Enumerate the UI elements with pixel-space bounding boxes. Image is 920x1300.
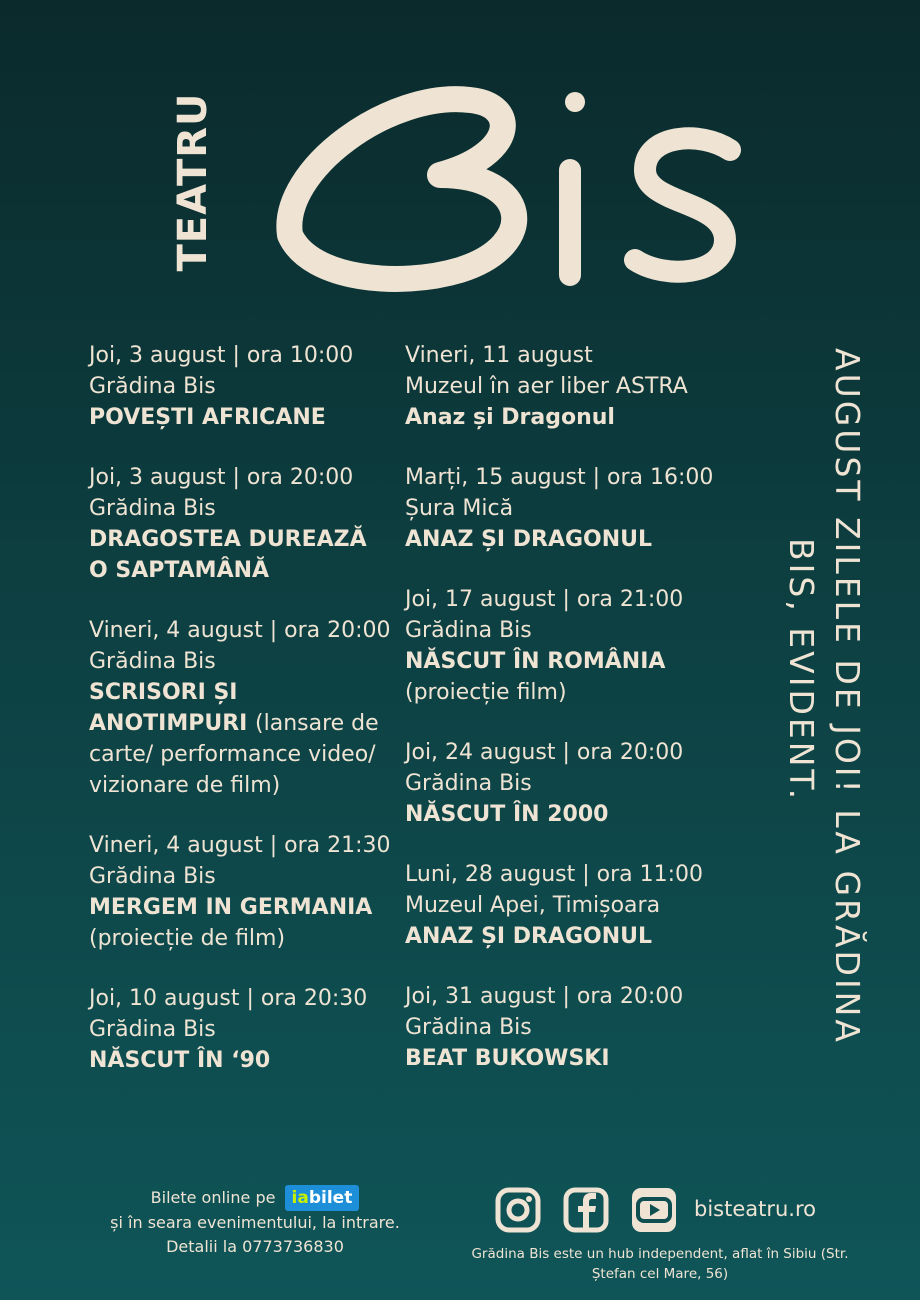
logo-teatru-text: TEATRU — [170, 92, 216, 272]
event-date: Joi, 3 august | ora 10:00 — [89, 343, 354, 368]
event-place: Grădina Bis — [89, 1017, 216, 1042]
event-note: (proiecție de film) — [89, 926, 286, 951]
event-place: Grădina Bis — [89, 864, 216, 889]
event-item — [405, 859, 705, 952]
event-date: Vineri, 11 august — [405, 343, 593, 368]
event-date: Marți, 15 august | ora 16:00 — [405, 465, 714, 490]
tickets-line — [110, 1185, 400, 1211]
event-date: Joi, 17 august | ora 21:00 — [405, 587, 684, 612]
event-item — [89, 615, 389, 801]
tickets-prefix: Bilete online pe — [150, 1188, 276, 1207]
slogan-line-1: AUGUST ZILELE DE JOI! LA GRĂDINA — [828, 348, 867, 1045]
logo-bis-mark — [270, 60, 770, 300]
event-item — [405, 340, 705, 433]
event-date: Joi, 3 august | ora 20:00 — [89, 465, 354, 490]
tickets-info — [110, 1185, 400, 1259]
event-place: Grădina Bis — [89, 649, 216, 674]
event-title-with-note — [89, 677, 389, 801]
venue-note: Grădina Bis este un hub independent, aflat în Sibiu (Str. Ștefan cel Mare, 56) — [471, 1246, 849, 1282]
vertical-slogan — [778, 348, 870, 1088]
iabilet-logo[interactable] — [285, 1185, 360, 1211]
slogan-line-2: BIS, EVIDENT. — [782, 538, 821, 803]
event-title: BEAT BUKOWSKI — [405, 1046, 610, 1071]
event-place: Grădina Bis — [405, 771, 532, 796]
event-title: NĂSCUT ÎN ‘90 — [89, 1048, 271, 1073]
event-place: Grădina Bis — [89, 374, 216, 399]
social-icons — [494, 1186, 678, 1234]
right-events-column — [405, 340, 714, 1103]
event-date: Luni, 28 august | ora 11:00 — [405, 862, 704, 887]
event-item — [89, 340, 389, 433]
event-item — [89, 983, 389, 1076]
event-item — [405, 462, 714, 555]
event-item — [405, 981, 705, 1074]
iabilet-logo-bilet: bilet — [308, 1188, 353, 1208]
event-item — [89, 830, 389, 954]
event-title: NĂSCUT ÎN ROMÂNIA — [405, 649, 666, 674]
event-place: Grădina Bis — [405, 618, 532, 643]
event-title: SCRISORI ȘI ANOTIMPURI — [89, 680, 248, 736]
event-date: Joi, 24 august | ora 20:00 — [405, 740, 684, 765]
event-title: DRAGOSTEA DUREAZĂ O SAPTAMÂNĂ — [89, 527, 367, 583]
facebook-icon[interactable] — [562, 1186, 610, 1234]
event-note: (lansare de carte/ performance video/ vizionare de film) — [89, 711, 379, 798]
tickets-rest: și în seara evenimentului, la intrare. — [110, 1213, 400, 1232]
event-date: Joi, 31 august | ora 20:00 — [405, 984, 684, 1009]
event-item — [405, 584, 705, 708]
iabilet-logo-ia: ia — [291, 1188, 309, 1208]
instagram-icon[interactable] — [494, 1186, 542, 1234]
event-date: Joi, 10 august | ora 20:30 — [89, 986, 368, 1011]
event-title: POVEȘTI AFRICANE — [89, 405, 326, 430]
details-phone: Detalii la 0773736830 — [166, 1237, 344, 1256]
event-place: Grădina Bis — [89, 496, 216, 521]
event-date: Vineri, 4 august | ora 21:30 — [89, 833, 391, 858]
event-place: Muzeul Apei, Timișoara — [405, 893, 661, 918]
event-title: ANAZ ȘI DRAGONUL — [405, 527, 653, 552]
event-item — [405, 737, 705, 830]
event-item — [89, 462, 389, 586]
event-place: Șura Mică — [405, 496, 514, 521]
event-place: Muzeul în aer liber ASTRA — [405, 374, 688, 399]
event-place: Grădina Bis — [405, 1015, 532, 1040]
event-title: MERGEM IN GERMANIA — [89, 895, 373, 920]
event-title: Anaz și Dragonul — [405, 405, 615, 430]
event-note: (proiecție film) — [405, 680, 567, 705]
event-date: Vineri, 4 august | ora 20:00 — [89, 618, 391, 643]
event-title: ANAZ ȘI DRAGONUL — [405, 924, 653, 949]
website-link[interactable]: bisteatru.ro — [694, 1197, 817, 1221]
event-title: NĂSCUT ÎN 2000 — [405, 802, 609, 827]
youtube-icon[interactable] — [630, 1186, 678, 1234]
left-events-column — [89, 340, 389, 1105]
